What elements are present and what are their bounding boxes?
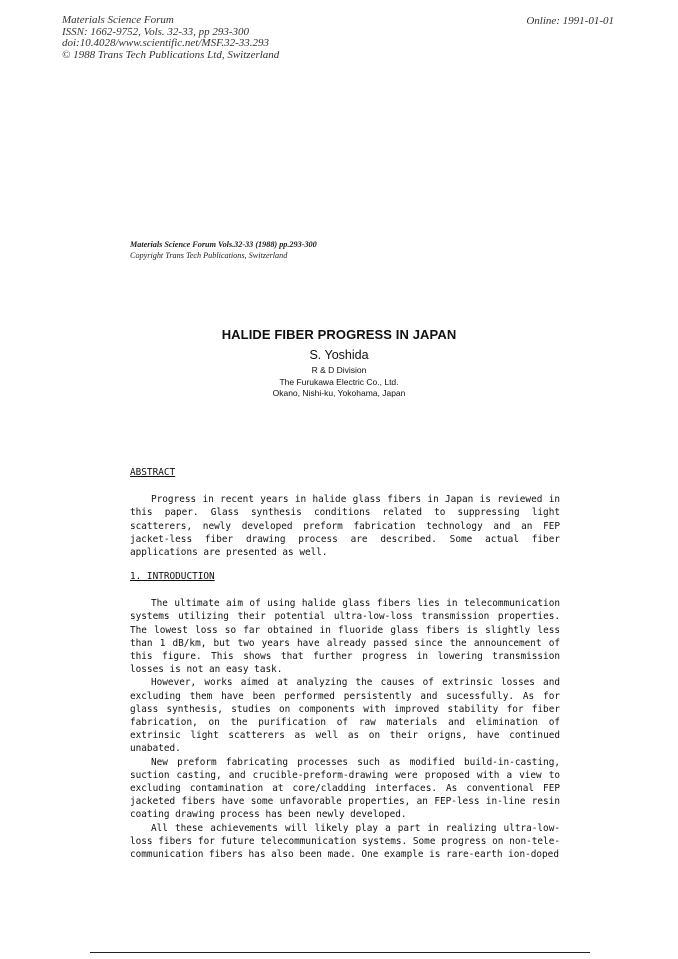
paper-author: S. Yoshida xyxy=(309,348,369,362)
affiliation-address: Okano, Nishi-ku, Yokohama, Japan xyxy=(272,388,406,398)
paper-title: HALIDE FIBER PROGRESS IN JAPAN xyxy=(221,327,457,342)
abstract-section xyxy=(130,466,560,559)
page-bottom-rule xyxy=(90,952,590,953)
citation-volume: Materials Science Forum Vols.32-33 (1988) pp.293-300 xyxy=(130,240,317,249)
abstract-heading: ABSTRACT xyxy=(130,467,176,478)
header-copyright: © 1988 Trans Tech Publications Ltd, Switzerland xyxy=(62,48,280,61)
introduction-section xyxy=(130,570,560,861)
journal-header xyxy=(62,15,279,61)
header-issn: ISSN: 1662-9752, Vols. 32-33, pp 293-300 xyxy=(62,25,249,38)
citation-copyright: Copyright Trans Tech Publications, Switzerland xyxy=(130,250,288,260)
abstract-text: Progress in recent years in halide glass fibers in Japan is reviewed in this paper. Glass synthesis conditions related to suppressing light scatterers, newly developed preform fabrication technology and an FEP jacket-less fiber drawing process are described. Some actual fiber applications are presented as well. xyxy=(130,494,560,559)
intro-paragraph-1: The ultimate aim of using halide glass fibers lies in telecommunication systems utilizing their potential ultra-low-loss transmission properties. The lowest loss so far obtained in fluoride glass fibers is slightly less than 1 dB/km, but two years have already passed since the announcement of this figure. This shows that further progress in lowering transmission losses is not an easy task. xyxy=(130,598,560,676)
citation-block xyxy=(130,240,317,261)
affiliation-company: The Furukawa Electric Co., Ltd. xyxy=(279,376,399,387)
header-doi: doi:10.4028/www.scientific.net/MSF.32-33.293 xyxy=(62,37,270,49)
introduction-heading: 1. INTRODUCTION xyxy=(130,571,215,582)
intro-paragraph-2: However, works aimed at analyzing the causes of extrinsic losses and excluding them have been performed persistently and sucessfully. As for glass synthesis, studies on components with improved stability for fiber fabrication, on the purification of raw materials and elimination of extrinsic light scatterers as well as on their origns, have continued unabated. xyxy=(130,677,560,755)
header-journal-name: Materials Science Forum xyxy=(62,14,174,26)
title-block xyxy=(0,327,678,400)
intro-paragraph-4: All these achievements will likely play a part in realizing ultra-low-loss fibers for future telecommunication systems. Some progress on non-tele-communication fibers has also been made. One example is rare-earth ion-doped xyxy=(130,822,560,861)
intro-paragraph-3: New preform fabricating processes such as modified build-in-casting, suction casting, and crucible-preform-drawing were proposed with a view to excluding contamination at core/cladding interfaces. As conventional FEP jacketed fibers have some unfavorable properties, an FEP-less in-line resin coating drawing process has been newly developed. xyxy=(130,756,560,821)
affiliation-division: R & D Division xyxy=(311,365,367,375)
online-date: Online: 1991-01-01 xyxy=(526,15,614,27)
